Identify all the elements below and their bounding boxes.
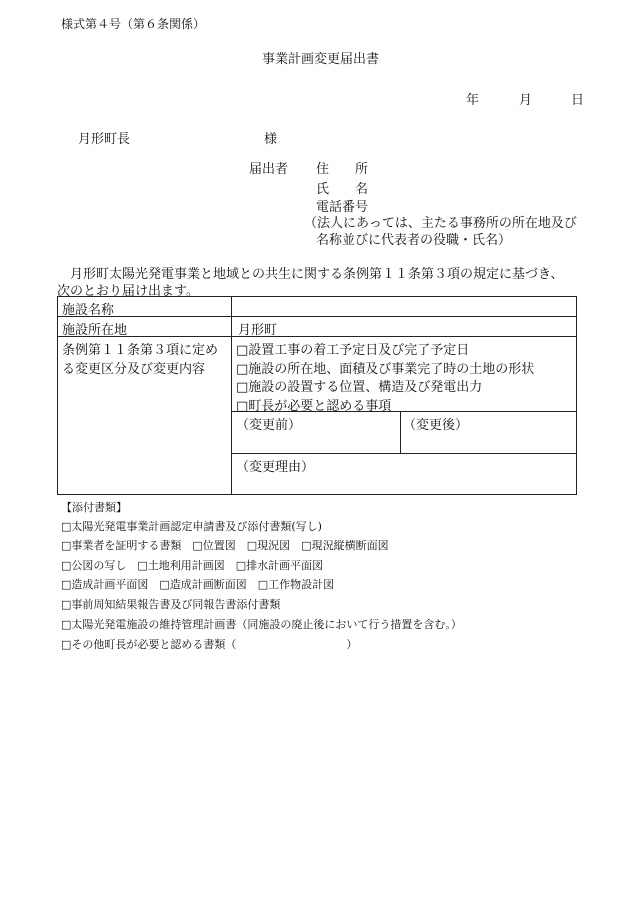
column-divider xyxy=(400,411,401,453)
addressee-honorific: 様 xyxy=(264,132,278,147)
checkbox-construction-schedule[interactable]: □設置工事の着工予定日及び完了予定日 xyxy=(236,343,470,358)
document-title: 事業計画変更届出書 xyxy=(262,52,380,67)
notifier-label: 届出者 xyxy=(249,162,289,177)
date-year-label: 年 xyxy=(466,93,480,108)
form-number: 様式第４号（第６条関係） xyxy=(61,17,206,31)
notifier-phone-label: 電話番号 xyxy=(316,200,369,215)
row-divider xyxy=(58,336,576,337)
attachment-item[interactable]: □事業者を証明する書類 □位置図 □現況図 □現況縦横断面図 xyxy=(61,539,389,552)
change-category-label-line1: 条例第１１条第３項に定め xyxy=(62,343,219,358)
body-text-line1: 月形町太陽光発電事業と地域との共生に関する条例第１１条第３項の規定に基づき、 xyxy=(57,267,564,282)
date-month-label: 月 xyxy=(519,93,533,108)
addressee-name: 月形町長 xyxy=(78,132,131,147)
notifier-address-label: 住 所 xyxy=(316,162,369,177)
after-change-label: （変更後） xyxy=(403,418,469,433)
checkbox-position-structure-output[interactable]: □施設の設置する位置、構造及び発電出力 xyxy=(236,380,483,395)
body-text-line2: 次のとおり届け出ます。 xyxy=(57,284,199,299)
attachments-heading: 【添付書類】 xyxy=(61,501,127,514)
checkbox-location-area-shape[interactable]: □施設の所在地、面積及び事業完了時の土地の形状 xyxy=(236,362,535,377)
attachment-item[interactable]: □造成計画平面図 □造成計画断面図 □工作物設計図 xyxy=(61,578,335,591)
row-divider xyxy=(231,453,576,454)
notifier-note-line1: （法人にあっては、主たる事務所の所在地及び xyxy=(304,216,577,231)
attachment-item[interactable]: □太陽光発電事業計画認定申請書及び添付書類(写し) xyxy=(61,520,322,533)
before-change-label: （変更前） xyxy=(236,418,302,433)
checkbox-mayor-required[interactable]: □町長が必要と認める事項 xyxy=(236,399,392,414)
row-divider xyxy=(58,316,576,317)
attachment-item[interactable]: □公図の写し □土地利用計画図 □排水計画平面図 xyxy=(61,559,324,572)
facility-name-label: 施設名称 xyxy=(62,303,115,318)
facility-location-label: 施設所在地 xyxy=(62,323,128,338)
change-form-table xyxy=(57,296,577,495)
change-category-label-line2: る変更区分及び変更内容 xyxy=(62,362,206,377)
facility-location-field[interactable]: 月形町 xyxy=(238,323,278,338)
notifier-name-label: 氏 名 xyxy=(316,182,369,197)
notifier-note-line2: 名称並びに代表者の役職・氏名） xyxy=(316,233,512,248)
attachment-item[interactable]: □事前周知結果報告書及び同報告書添付書類 xyxy=(61,598,281,611)
date-day-label: 日 xyxy=(571,93,585,108)
column-divider xyxy=(231,297,232,494)
attachment-item[interactable]: □太陽光発電施設の維持管理計画書（同施設の廃止後において行う措置を含む。） xyxy=(61,618,462,631)
attachment-item[interactable]: □その他町長が必要と認める書類（ ） xyxy=(61,638,358,651)
change-reason-label: （変更理由） xyxy=(236,460,315,475)
